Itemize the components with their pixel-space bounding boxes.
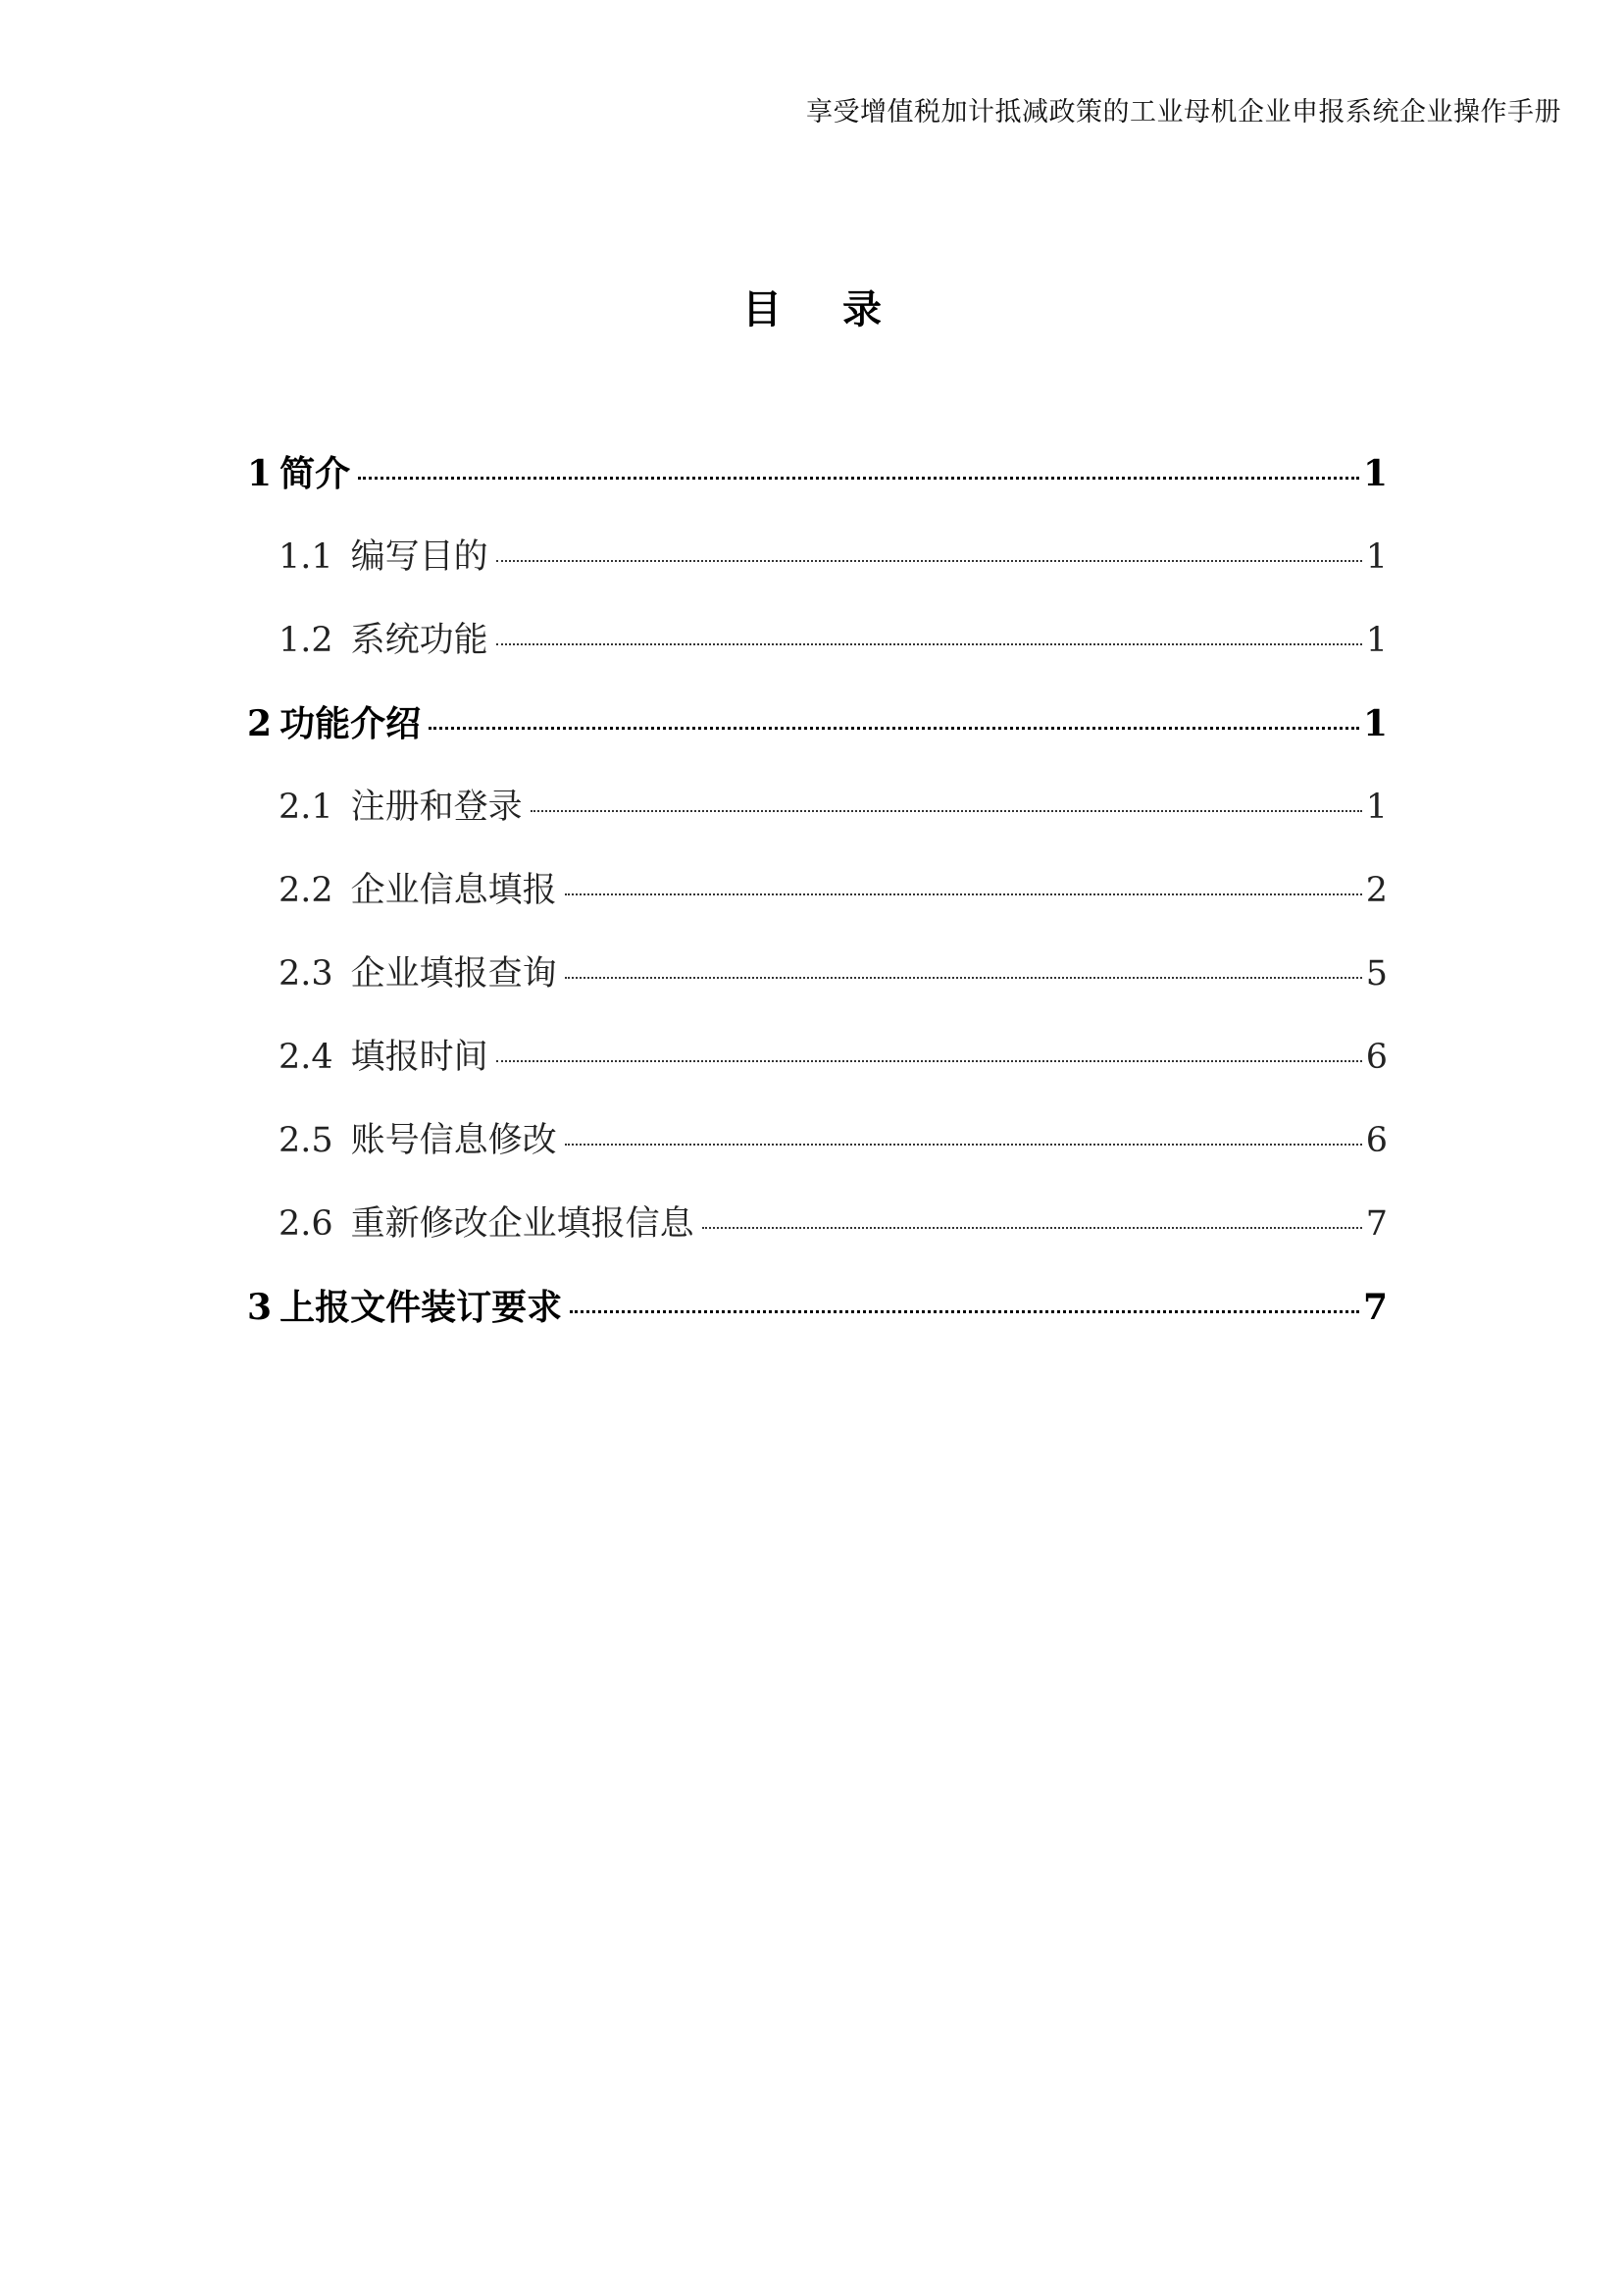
toc-entry-page: 6 <box>1365 1121 1388 1160</box>
dot-leader <box>358 477 1359 480</box>
toc-entry-number: 2.3 <box>279 954 333 994</box>
toc-entry-page: 1 <box>1365 788 1388 827</box>
toc-entry-number: 3 <box>247 1287 273 1328</box>
table-of-contents <box>247 446 1388 1363</box>
toc-entry-title: 重新修改企业填报信息 <box>350 1204 694 1244</box>
dot-leader <box>565 893 1362 895</box>
dot-leader <box>496 560 1362 562</box>
toc-entry-title: 填报时间 <box>350 1038 488 1077</box>
toc-entry-1-1[interactable] <box>247 530 1388 613</box>
toc-entry-page: 7 <box>1365 1204 1388 1244</box>
toc-entry-title: 编写目的 <box>350 537 488 577</box>
toc-entry-page: 5 <box>1365 954 1388 994</box>
toc-entry-page: 1 <box>1362 453 1388 494</box>
dot-leader <box>570 1310 1359 1313</box>
dot-leader <box>702 1227 1362 1229</box>
dot-leader <box>565 1144 1362 1146</box>
toc-entry-2[interactable] <box>247 696 1388 780</box>
toc-entry-page: 2 <box>1365 871 1388 910</box>
toc-entry-title: 注册和登录 <box>350 788 523 827</box>
toc-entry-title: 系统功能 <box>350 621 488 660</box>
toc-entry-2-3[interactable] <box>247 946 1388 1030</box>
toc-entry-number: 2.2 <box>279 871 333 910</box>
toc-entry-title: 上报文件装订要求 <box>279 1287 563 1328</box>
toc-entry-1[interactable] <box>247 446 1388 530</box>
dot-leader <box>429 727 1359 730</box>
dot-leader <box>565 977 1362 979</box>
toc-entry-page: 1 <box>1365 537 1388 577</box>
toc-entry-number: 2 <box>247 703 273 744</box>
toc-entry-title: 简介 <box>279 453 351 494</box>
toc-entry-number: 2.1 <box>279 788 333 827</box>
toc-entry-number: 2.4 <box>279 1038 333 1077</box>
running-header: 享受增值税加计抵减政策的工业母机企业申报系统企业操作手册 <box>806 97 1561 127</box>
toc-entry-number: 1.1 <box>279 537 333 577</box>
toc-entry-title: 企业填报查询 <box>350 954 557 994</box>
toc-entry-title: 账号信息修改 <box>350 1121 557 1160</box>
toc-entry-number: 1 <box>247 453 273 494</box>
toc-entry-2-1[interactable] <box>247 780 1388 863</box>
toc-entry-1-2[interactable] <box>247 613 1388 696</box>
toc-entry-3[interactable] <box>247 1280 1388 1363</box>
toc-entry-page: 7 <box>1362 1287 1388 1328</box>
toc-entry-page: 1 <box>1362 703 1388 744</box>
toc-entry-2-2[interactable] <box>247 863 1388 946</box>
toc-title: 目 录 <box>742 286 905 332</box>
toc-entry-number: 1.2 <box>279 621 333 660</box>
toc-entry-title: 企业信息填报 <box>350 871 557 910</box>
dot-leader <box>531 810 1362 812</box>
toc-entry-2-6[interactable] <box>247 1197 1388 1280</box>
toc-entry-number: 2.6 <box>279 1204 333 1244</box>
dot-leader <box>496 643 1362 645</box>
toc-entry-2-4[interactable] <box>247 1030 1388 1113</box>
toc-entry-2-5[interactable] <box>247 1113 1388 1197</box>
toc-entry-page: 1 <box>1365 621 1388 660</box>
dot-leader <box>496 1060 1362 1062</box>
toc-entry-number: 2.5 <box>279 1121 333 1160</box>
toc-entry-page: 6 <box>1365 1038 1388 1077</box>
toc-entry-title: 功能介绍 <box>279 703 422 744</box>
